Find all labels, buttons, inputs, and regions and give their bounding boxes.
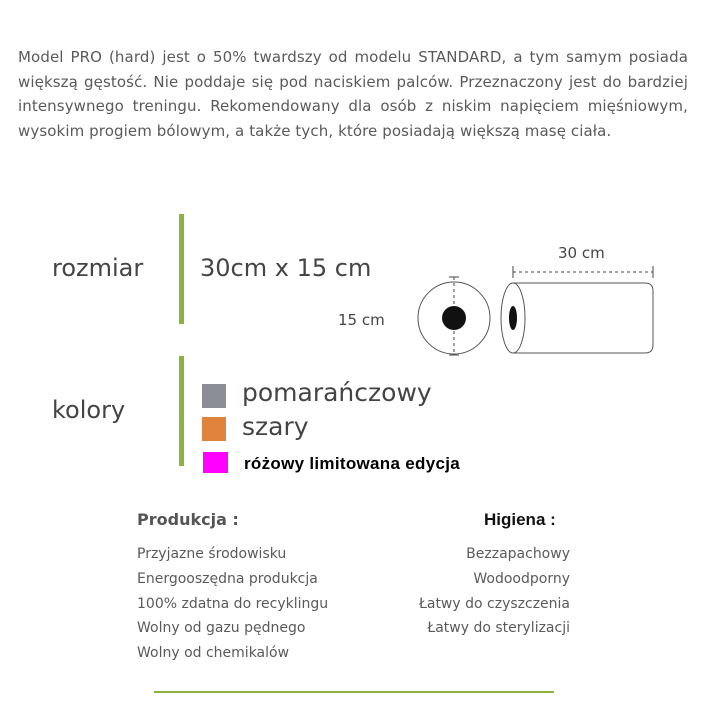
list-item: Wolny od chemikalów	[137, 645, 290, 662]
color-option-name: pomarańczowy	[242, 378, 432, 407]
description-paragraph: Model PRO (hard) jest o 50% twardszy od modelu STANDARD, a tym samym posiada większą gęstość. Nie poddaje się pod naciskiem palców. Przeznaczony jest do bardziej intensywnego treningu. Rekomendowany dla osób z niskim napięciem mięśniowym, wysokim progiem bólowym, a także tych, które posiadają większą masę ciała.	[18, 48, 688, 140]
list-item: 100% zdatna do recyklingu	[137, 595, 329, 612]
size-label: rozmiar	[52, 254, 144, 282]
list-item: Wodoodporny	[473, 570, 570, 587]
roller-end-view	[418, 277, 490, 355]
color-swatch-orange	[202, 417, 226, 441]
hygiene-list	[400, 542, 570, 641]
list-item: Bezzapachowy	[466, 546, 570, 562]
roller-side-view	[501, 266, 653, 353]
production-list	[137, 542, 328, 666]
colors-divider	[179, 356, 184, 466]
color-swatch-grey	[202, 384, 226, 408]
height-dimension-label: 15 cm	[338, 311, 385, 329]
bottom-divider	[154, 691, 554, 693]
list-item: Łatwy do czyszczenia	[419, 595, 570, 612]
color-option-name-limited: różowy limitowana edycja	[244, 454, 460, 473]
width-dimension-label: 30 cm	[558, 244, 605, 262]
size-divider	[179, 214, 184, 324]
hygiene-heading: Higiena :	[484, 510, 556, 529]
size-value: 30cm x 15 cm	[200, 254, 372, 282]
production-heading: Produkcja :	[137, 510, 239, 529]
color-option-name: szary	[242, 412, 309, 441]
list-item: Łatwy do sterylizacji	[427, 620, 570, 637]
list-item: Wolny od gazu pędnego	[137, 620, 306, 637]
color-swatch-pink	[203, 452, 228, 473]
colors-label: kolory	[52, 396, 126, 424]
list-item: Przyjazne środowisku	[137, 546, 287, 562]
list-item: Energooszędna produkcja	[137, 570, 318, 587]
roller-dimension-diagram	[405, 255, 665, 365]
